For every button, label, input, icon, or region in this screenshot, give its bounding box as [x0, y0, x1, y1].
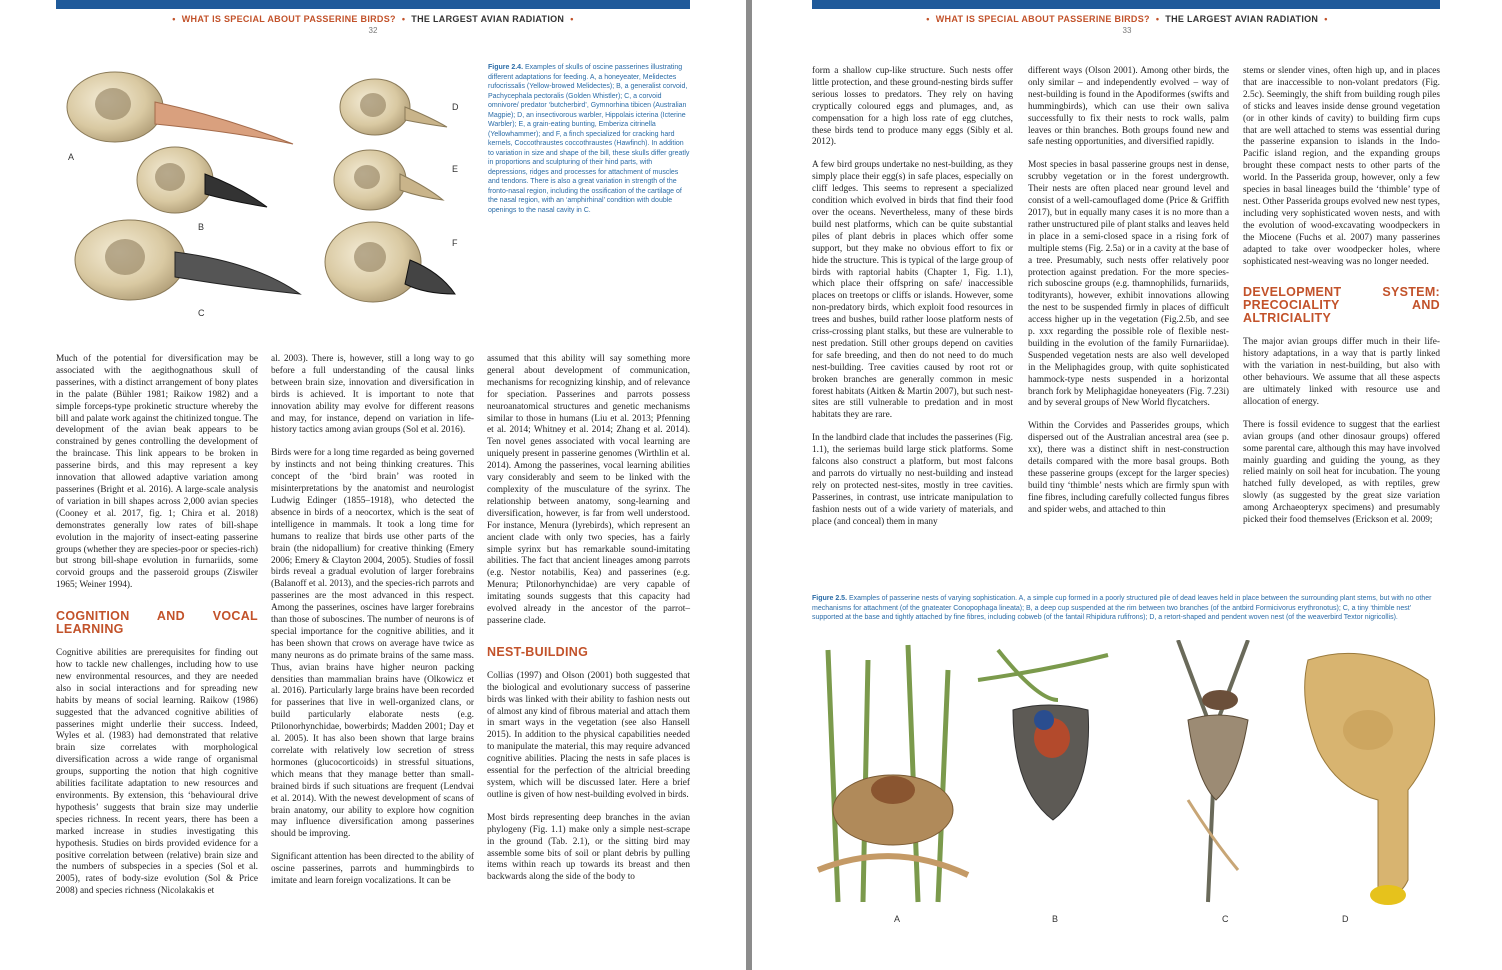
paragraph: A few bird groups undertake no nest-building, as they simply place their egg(s) in safe places, especially on cliff ledges. This seems to represent a specialized condition which evolved in birds that find their food over the oceans. Nevertheless, many of these birds build nest platforms, which can be quite substantial piles of plant debris in places which offer some support, but they make no obvious effort to fix or hide the structure. This is typical of the large group of birds with raptorial habits (Chapter 1, Fig. 1.1), which place their offspring on safe/ inaccessible places on treetops or cliffs or islands. However, some non-predatory birds, which exploit food resources in trees and bushes, build rather loose platform nests of criss-crossing plant stalks, but these are vulnerable to nest predation. Still other groups depend on cavities for safe breeding, and then do not need to do much nest-building. Tree cavities caused by root rot or broken branches are generally common in mesic forest habitats (Aitken & Martin 2007), but such nest-sites are still vulnerable to predation and in most habitats they are rare. [812, 160, 1013, 421]
figure-letter-a: A [68, 152, 75, 162]
figure-letter-d: D [1342, 914, 1349, 924]
skull-illustration [55, 62, 475, 320]
paragraph: Much of the potential for diversification may be associated with the aegithognathous skull of passerines, with a distinct arrangement of bony plates in the palate (Bühler 1981; Raikow 1982) and a simple forceps-type prokinetic structure whereby the bill and palate work against the chitinized tongue. The development of the avian beak appears to be constrained by genes controlling the development of the braincase. This link appears to be broken in passerine birds, and this may represent a key innovation that allowed adaptive variation among passerines (Bright et al. 2016). A large-scale analysis of variation in bill shapes across 2,000 avian species (Cooney et al. 2017, fig. 1; Chira et al. 2018) demonstrates generally low rates of bill-shape evolution in the majority of insect-eating passerine groups (whether they are species-poor or species-rich) but strong bill-shape evolution in furnariids, some corvoid groups and the passeroid groups (Ziswiler 1965; Weiner 1994). [56, 354, 258, 591]
bullet: • [926, 14, 930, 24]
figure-letter-d: D [452, 102, 459, 112]
figure-letter-a: A [894, 914, 901, 924]
running-head-section: WHAT IS SPECIAL ABOUT PASSERINE BIRDS? [181, 14, 396, 24]
paragraph: different ways (Olson 2001). Among other birds, the only similar – and independently evolved – way of nest-building is found in the Apodiformes (swifts and hummingbirds), which can use their own saliva successfully to fix their nests to rock walls, palm leaves or thin branches. Both groups found new and safe nesting opportunities, and diversified rapidly. [1028, 66, 1229, 148]
running-head-chapter: THE LARGEST AVIAN RADIATION [411, 14, 565, 24]
right-column-3 [1243, 66, 1440, 538]
figure-letter-b: B [198, 222, 205, 232]
figure-letter-c: C [198, 308, 205, 318]
paragraph: assumed that this ability will say something more general about development of communication, mechanisms for recognizing kinship, and of relevance for speciation. Passerines and parrots possess neuroanatomical structures and genetic mechanisms similar to those in humans (Liu et al. 2013; Pfenning et al. 2014; Whitney et al. 2014; Zhang et al. 2014). Ten novel genes associated with vocal learning are uniquely present in passerine genomes (Wirthlin et al. 2014). Among the passerines, vocal learning abilities vary considerably and seem to be linked with the complexity of the musculature of the syrinx. The relationship between anatomy, song-learning and diversification, however, is far from well understood. For instance, Menura (lyrebirds), which represent an ancient clade with only two species, has a fairly simple syrinx but has remarkable sound-imitating abilities. The fact that ancient lineages among parrots (e.g. Nestor notabilis, Kea) and passerines (e.g. Menura; Ptilonorhynchidae) are very capable of imitating sounds suggests that this capacity had evolved already in the ancestor of the parrot–passerine clade. [487, 354, 690, 626]
paragraph: In the landbird clade that includes the passerines (Fig. 1.1), the seriemas build large stick platforms. Some falcons also construct a platform, but most falcons and parrots do virtually no nest-building and instead rely on protected nest-sites, mostly in tree cavities. Passerines, in contrast, use intricate manipulation to fashion nests out of a wide variety of materials, and place (and conceal) them in many [812, 433, 1013, 527]
caption-text: Examples of passerine nests of varying sophistication. A, a simple cup formed in a poorly structured pile of dead leaves held in place between the surrounding plant stems, but with no other mechanisms for attachment (of the gnateater Conopophaga lineata); B, a deep cup suspended at the rim between two branches (of the antbird Formicivorus erythronotus); C, a tiny ‘thimble nest’ supported at the base and tightly attached by fine fibres, including cobweb (of the fantail Rhipidura rufifrons); D, a retort-shaped and pendent woven nest (of the weaverbird Textor nigricollis). [812, 595, 1432, 621]
paragraph: Significant attention has been directed to the ability of oscine passerines, parrots and hummingbirds to imitate and learn foreign vocalizations. It can be [271, 852, 474, 887]
paragraph: al. 2003). There is, however, still a long way to go before a full understanding of the causal links between brain size, innovation and diversification in birds is achieved. It is important to note that innovation ability may evolve for different reasons and may, for instance, depend on variation in life-history tactics among avian groups (Sol et al. 2016). [271, 354, 474, 436]
nest-c [1178, 640, 1248, 902]
paragraph: There is fossil evidence to suggest that the earliest avian groups (and other dinosaur groups) offered some parental care, although this may have involved mainly guarding and guiding the young, as they relied mainly on soil heat for incubation. The young hatched fully developed, as with reptiles, grew slowly (as suggested by the great size variation among Archaeopteryx specimens) and presumably picked their food themselves (Erickson et al. 2009; [1243, 419, 1440, 526]
nest-illustration [808, 640, 1448, 912]
bullet: • [172, 14, 176, 24]
skull-c [75, 220, 300, 300]
nest-d [1305, 653, 1435, 905]
figure-2-5-caption [812, 594, 1440, 623]
bullet: • [570, 14, 574, 24]
right-page [752, 0, 1502, 970]
nest-a [818, 645, 968, 902]
running-head [0, 14, 746, 24]
skull-a [67, 72, 293, 144]
caption-text: Examples of skulls of oscine passerines illustrating different adaptations for feeding. A, a honeyeater, Melidectes rufocrissalis (Yellow-browed Melidectes); B, a generalist corvoid, Pachycephala pectoralis (Golden Whistler); C, a corvoid omnivore/ predator ‘butcherbird’, Gymnorhina tibicen (Australian Magpie); D, an insectivorous warbler, Hippolais icterina (Icterine Warbler); E, a grain-eating bunting, Emberiza citrinella (Yellowhammer); and F, a finch specialized for cracking hard kernels, Coccothraustes coccothraustes (Hawfinch). In addition to variation in size and shape of the bill, these skulls differ greatly in proportions and sculpturing of their hind parts, with depressions, ridges and processes for attachment of muscles and tendons. There is also a great variation in strength of the fronto-nasal region, including the ossification of the cartilage of the nasal region, with an ‘amphirhinal’ condition with double openings to the nasal cavity in C. [488, 64, 690, 214]
left-column-3 [487, 354, 690, 895]
figure-letter-c: C [1222, 914, 1229, 924]
right-column-2 [1028, 66, 1229, 528]
paragraph: The major avian groups differ much in their life-history adaptations, in a way that is partly linked with the variation in nest-building, but also with other behaviours. We assume that all these aspects are ultimately linked with resource use and allocation of energy. [1243, 337, 1440, 407]
section-heading: COGNITION AND VOCAL LEARNING [56, 609, 258, 637]
header-bar [812, 0, 1440, 9]
bullet: • [1324, 14, 1328, 24]
nest-b [978, 650, 1108, 820]
figure-letter-f: F [452, 238, 458, 248]
page-number: 32 [368, 26, 378, 35]
paragraph: form a shallow cup-like structure. Such nests offer little protection, and these ground-nesting birds suffer serious losses to predators. They rely on having cryptically coloured eggs and plumages, and, as compensation for a high loss rate of egg clutches, these birds tend to produce many eggs (Sibly et al. 2012). [812, 66, 1013, 148]
skull-f [325, 222, 455, 302]
paragraph: Most birds representing deep branches in the avian phylogeny (Fig. 1.1) make only a simple nest-scrape in the ground (Tab. 2.1), or the sitting bird may assemble some bits of soil or plant debris by pulling items within reach up towards its breast and then backwards along the side of the body to [487, 812, 690, 883]
skull-d [340, 79, 447, 135]
skull-e [334, 150, 443, 210]
figure-letter-b: B [1052, 914, 1059, 924]
paragraph: Most species in basal passerine groups nest in dense, scrubby vegetation or in the forest undergrowth. Their nests are often placed near ground level and consist of a well-camouflaged dome (Price & Griffith 2017), but in equally many cases it is no more than a rather unstructured pile of plant stalks and leaves held in place in a semi-closed space in a rising fork of multiple stems (Fig. 2.5a) or in a cavity at the base of a tree. Presumably, such nests offer relatively poor protection against predation. For the more species-rich suboscine groups (e.g. thamnophilids, furnariids, todityrants), however, exhibit innovations allowing the nest to be suspended firmly in places of difficult access higher up in the vegetation (Fig.2.5b, and see p. xxx regarding the possible role of flexible nest-building in the evolution of the family Furnariidae). Suspended vegetation nests are also well developed in the Meliphagides group, with quite sophisticated hammock-type nests suspended in a horizontal branch fork by Meliphagidae honeyeaters (Fig. 7.23i) and by several groups of New World flycatchers. [1028, 160, 1229, 409]
left-column-2 [271, 354, 474, 899]
paragraph: Cognitive abilities are prerequisites for finding out how to tackle new challenges, including how to use new environmental resources, and they are needed also in social interactions and for spreading new habits by means of social learning. Raikow (1986) suggested that the advanced cognitive abilities of passerines might underlie their success. Indeed, Wyles et al. (1983) had demonstrated that relative brain size correlates with morphological diversification across a wide range of organismal groups, supporting the notion that high cognitive abilities facilitate adaptation to new resources and environments. By extension, this ‘behavioural drive hypothesis’ suggests that brain size may underlie species richness. In recent years, there has been a marked increase in studies investigating this hypothesis. Studies on birds provided evidence for a positive correlation between (relative) brain size and the numbers of subspecies in a species (Sol et al. 2005), rates of body-size evolution (Sol & Price 2008) and species richness (Nicolakakis et [56, 648, 258, 897]
left-column-1 [56, 354, 258, 909]
running-head-section: WHAT IS SPECIAL ABOUT PASSERINE BIRDS? [935, 14, 1150, 24]
header-bar [56, 0, 690, 9]
page-number: 33 [1122, 26, 1132, 35]
running-head [752, 14, 1502, 24]
figure-2-4-caption [488, 63, 690, 215]
section-heading: NEST-BUILDING [487, 644, 589, 659]
left-page [0, 0, 746, 970]
caption-label: Figure 2.5. [812, 595, 848, 602]
right-column-1 [812, 66, 1013, 540]
bullet: • [1155, 14, 1160, 24]
paragraph: Birds were for a long time regarded as being governed by instincts and not being thinking creatures. This concept of the ‘bird brain’ was rooted in misinterpretations by the anatomist and neurologist Ludwig Edinger (1855–1918), who detected the absence in birds of a neocortex, which is the seat of intelligence in mammals. It took a long time for humans to realize that birds use other parts of the brain (the nidopallium) for creative thinking (Emery 2006; Emery & Clayton 2004, 2005). Studies of fossil birds reveal a gradual evolution of larger forebrains (Balanoff et al. 2013), and the species-rich parrots and passerines are the most advanced in this respect. Among the passerines, oscines have larger forebrains than those of suboscines. The number of neurons is of special importance for the cognitive abilities, and it has been shown that crows on average have twice as many neurons as do primate brains of the same mass. Thus, avian brains have higher neuron packing densities than mammalian brains have (Olkowicz et al. 2016). Particularly large brains have been recorded for passerines that live in well-organized clans, or build particularly elaborate nests (e.g. Ptilonorhynchidae, bowerbirds; Madden 2001; Day et al. 2005). It has also been shown that large brains correlate with relatively low secretion of stress hormones (glucocorticoids) in stressful situations, which means that they manage better than small-brained birds if such situations are frequent (Lendvai et al. 2014). With the newest development of scans of brain anatomy, our ability to explore how cognition may influence diversification among passerines should be improving. [271, 448, 474, 840]
running-head-chapter: THE LARGEST AVIAN RADIATION [1165, 14, 1319, 24]
section-heading: DEVELOPMENT SYSTEM: PRECOCIALITY AND ALTRICIALITY [1243, 285, 1440, 326]
caption-label: Figure 2.4. [488, 64, 524, 71]
skull-b [137, 147, 267, 213]
paragraph: Collias (1997) and Olson (2001) both suggested that the biological and evolutionary success of passerine birds was linked with their ability to fashion nests out of almost any kind of fibrous material and attach them in smart ways in the vegetation (see also Hansell 2015). In addition to the physical capabilities needed to manipulate the material, this may require advanced cognitive abilities. Placing the nests in safe places is essential for the perfection of the altricial breeding system, which will be discussed later. Here a brief outline is given of how nest-building evolved in birds. [487, 670, 690, 800]
bullet: • [401, 14, 406, 24]
figure-letter-e: E [452, 164, 459, 174]
paragraph: Within the Corvides and Passerides groups, which dispersed out of the Australian ancestral area (see p. xx), there was a distinct shift in nest-construction details compared with the more basal groups. Both these passerine groups (except for the larger species) build tiny ‘thimble’ nests which are firmly spun with fine fibres, including carefully collected fungus fibres and spider webs, and attached to thin [1028, 421, 1229, 515]
paragraph: stems or slender vines, often high up, and in places that are inaccessible to non-volant predators (Fig. 2.5c). Seemingly, the shift from building rough piles of sticks and leaves inside dense ground vegetation (or in other kinds of cavity) to building firm cups that are well attached to stems was essential during the passerine expansion to islands in the Indo-Pacific island region, and the expanding groups brought these compact nests to other parts of the world. In the Passerida group, however, only a few species in basal lineages build the ‘thimble’ type of nest. Other Passerida groups evolved new nest types, including very sophisticated woven nests, and with the evolution of wood-excavating woodpeckers in the Miocene (Fuchs et al. 2007) many passerines adapted to take over woodpecker holes, where sophisticated nest-weaving was no longer needed. [1243, 66, 1441, 267]
